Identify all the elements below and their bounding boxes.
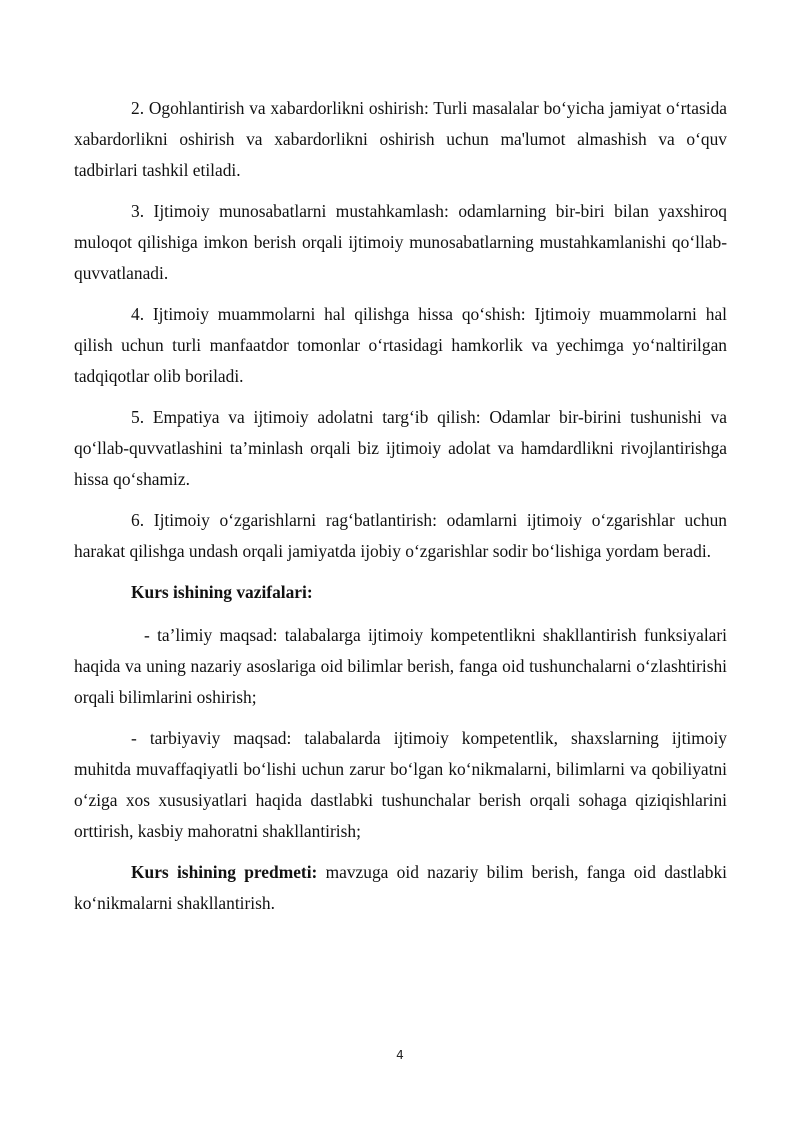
paragraph-awareness: 2. Ogohlantirish va xabardorlikni oshirish: Turli masalalar bo‘yicha jamiyat o‘rtasida xabardorlikni oshirish va xabardorlikni oshirish uchun ma'lumot almashish va o‘quv tadbirlari tashkil etiladi. [74,98,727,180]
paragraph-social-change: 6. Ijtimoiy o‘zgarishlarni rag‘batlantirish: odamlarni ijtimoiy o‘zgarishlar uchun harakat qilishga undash orqali jamiyatda ijobiy o‘zgarishlar sodir bo‘lishiga yordam beradi. [74,510,727,561]
document-page [74,93,727,929]
subject-label: Kurs ishining predmeti: [131,862,318,882]
paragraph-social-problems: 4. Ijtimoiy muammolarni hal qilishga hissa qo‘shish: Ijtimoiy muammolarni hal qilish uchun turli manfaatdor tomonlar o‘rtasidagi hamkorlik va yechimga yo‘naltirilgan tadqiqotlar olib boriladi. [74,304,727,386]
subject-paragraph [74,857,727,919]
tasks-heading: Kurs ishining vazifalari: [131,582,313,602]
page-number: 4 [396,1048,404,1062]
task-item-upbringing: - tarbiyaviy maqsad: talabalarda ijtimoiy kompetentlik, shaxslarning ijtimoiy muhitda muvaffaqiyatli bo‘lishi uchun zarur bo‘lgan ko‘nikmalarni, bilimlarni va qobiliyatni o‘ziga xos xususiyatlari haqida dastlabki tushunchalar berish orqali sohaga qiziqishlarini orttirish, kasbiy mahoratni shakllantirish; [74,728,727,841]
task-item-educational: - ta’limiy maqsad: talabalarga ijtimoiy kompetentlikni shakllantirish funksiyalari haqida va uning nazariy asoslariga oid bilimlar berish, fanga oid tushunchalarni o‘zlashtirishi orqali bilimlarini oshirish; [74,625,727,707]
subject-text: mavzuga oid nazariy bilim berish, fanga oid dastlabki ko‘nikmalarni shakllantirish. [74,862,727,913]
paragraph-empathy-justice: 5. Empatiya va ijtimoiy adolatni targ‘ib qilish: Odamlar bir-birini tushunishi va qo‘llab-quvvatlashini ta’minlash orqali biz ijtimoiy adolat va hamdardlikni rivojlantirishga hissa qo‘shamiz. [74,407,727,489]
paragraph-social-relations: 3. Ijtimoiy munosabatlarni mustahkamlash: odamlarning bir-biri bilan yaxshiroq muloqot qilishiga imkon berish orqali ijtimoiy munosabatlarning mustahkamlanishi qo‘llab-quvvatlanadi. [74,201,727,283]
